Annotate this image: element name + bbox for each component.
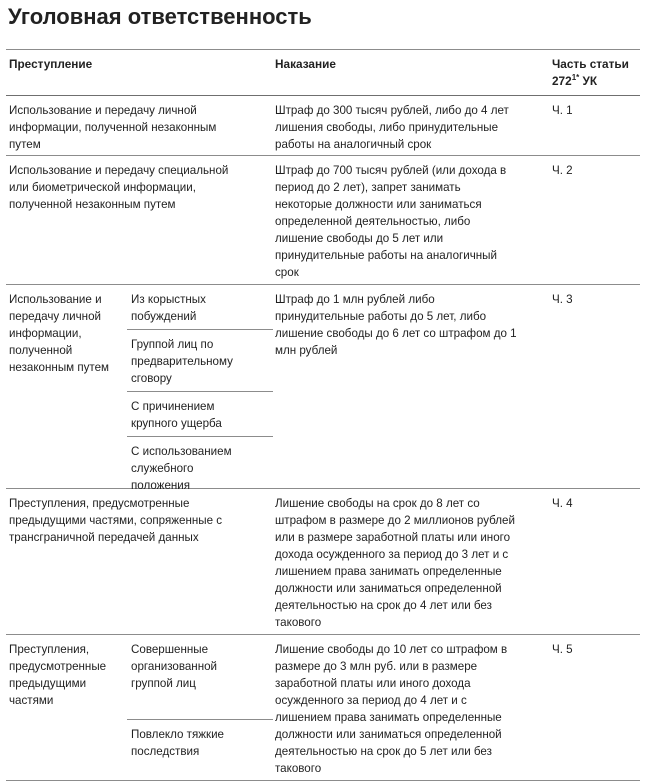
crime-cell: Использование и передачу личной информации, полученной незаконным путем [9, 104, 217, 151]
liability-table [6, 49, 640, 781]
aggravating-circumstances [127, 635, 273, 780]
article-part-cell: Ч. 5 [552, 643, 573, 656]
punishment-cell: Лишение свободы на срок до 8 лет со штрафом в размере до 2 миллионов рублей или в размере заработной платы или иного дохода осужденного за период до 3 лет и с лишением права занимать определенные должности или заниматься определенной деятельностью на срок до 4 лет или без такового [275, 497, 515, 629]
punishment-cell: Лишение свободы до 10 лет со штрафом в размере до 3 млн руб. или в размере заработной платы или иного дохода осужденного за период до 4 лет и с лишением права занимать определенные должности или заниматься определенной деятельностью на срок до 5 лет или без такового [275, 643, 508, 775]
header-crime: Преступление [9, 57, 93, 71]
header-article-number: 272 [552, 74, 572, 88]
punishment-cell: Штраф до 700 тысяч рублей (или дохода в период до 2 лет), запрет занимать некоторые должности или заниматься определенной деятельностью, либо лишение свободы до 5 лет или принудительные работы на аналогичный срок [275, 164, 507, 279]
page-title: Уголовная ответственность [8, 4, 312, 29]
crime-cell: Использование и передачу личной информации, полученной незаконным путем [9, 293, 110, 374]
article-part-cell: Ч. 1 [552, 104, 573, 117]
circumstance-item: Из корыстных побуждений [127, 285, 273, 330]
crime-cell: Преступления, предусмотренные предыдущими частями [9, 643, 107, 707]
header-article-part [549, 50, 640, 95]
header-part-label: Часть статьи [552, 57, 629, 71]
table-row [6, 635, 640, 781]
punishment-cell: Штраф до 1 млн рублей либо принудительные работы до 5 лет, либо лишение свободы до 6 лет со штрафом до 1 млн рублей [275, 293, 517, 357]
article-part-cell: Ч. 2 [552, 164, 573, 177]
aggravating-circumstances [127, 285, 273, 492]
circumstance-item: Совершенные организованной группой лиц [127, 635, 273, 720]
circumstance-item: С использованием служебного положения [131, 445, 232, 492]
header-punishment: Наказание [275, 57, 336, 71]
table-row [6, 285, 640, 492]
table-row [6, 96, 640, 156]
article-part-cell: Ч. 4 [552, 497, 573, 510]
table-row [6, 156, 640, 285]
header-article-suffix: УК [582, 74, 598, 88]
crime-cell: Преступления, предусмотренные предыдущими частями, сопряженные с трансграничной передачей данных [9, 497, 223, 544]
article-part-cell: Ч. 3 [552, 293, 573, 306]
punishment-cell: Штраф до 300 тысяч рублей, либо до 4 лет лишения свободы, либо принудительные работы на аналогичный срок [275, 104, 509, 151]
circumstance-item: Группой лиц по предварительному сговору [127, 330, 273, 392]
crime-cell: Использование и передачу специальной или биометрической информации, полученной незаконным путем [9, 164, 229, 211]
circumstance-item: С причинением крупного ущерба [127, 392, 273, 437]
circumstance-item: Повлекло тяжкие последствия [131, 728, 224, 758]
table-header-row [6, 50, 640, 96]
table-row [6, 489, 640, 635]
header-article-superscript: 1* [571, 73, 580, 83]
